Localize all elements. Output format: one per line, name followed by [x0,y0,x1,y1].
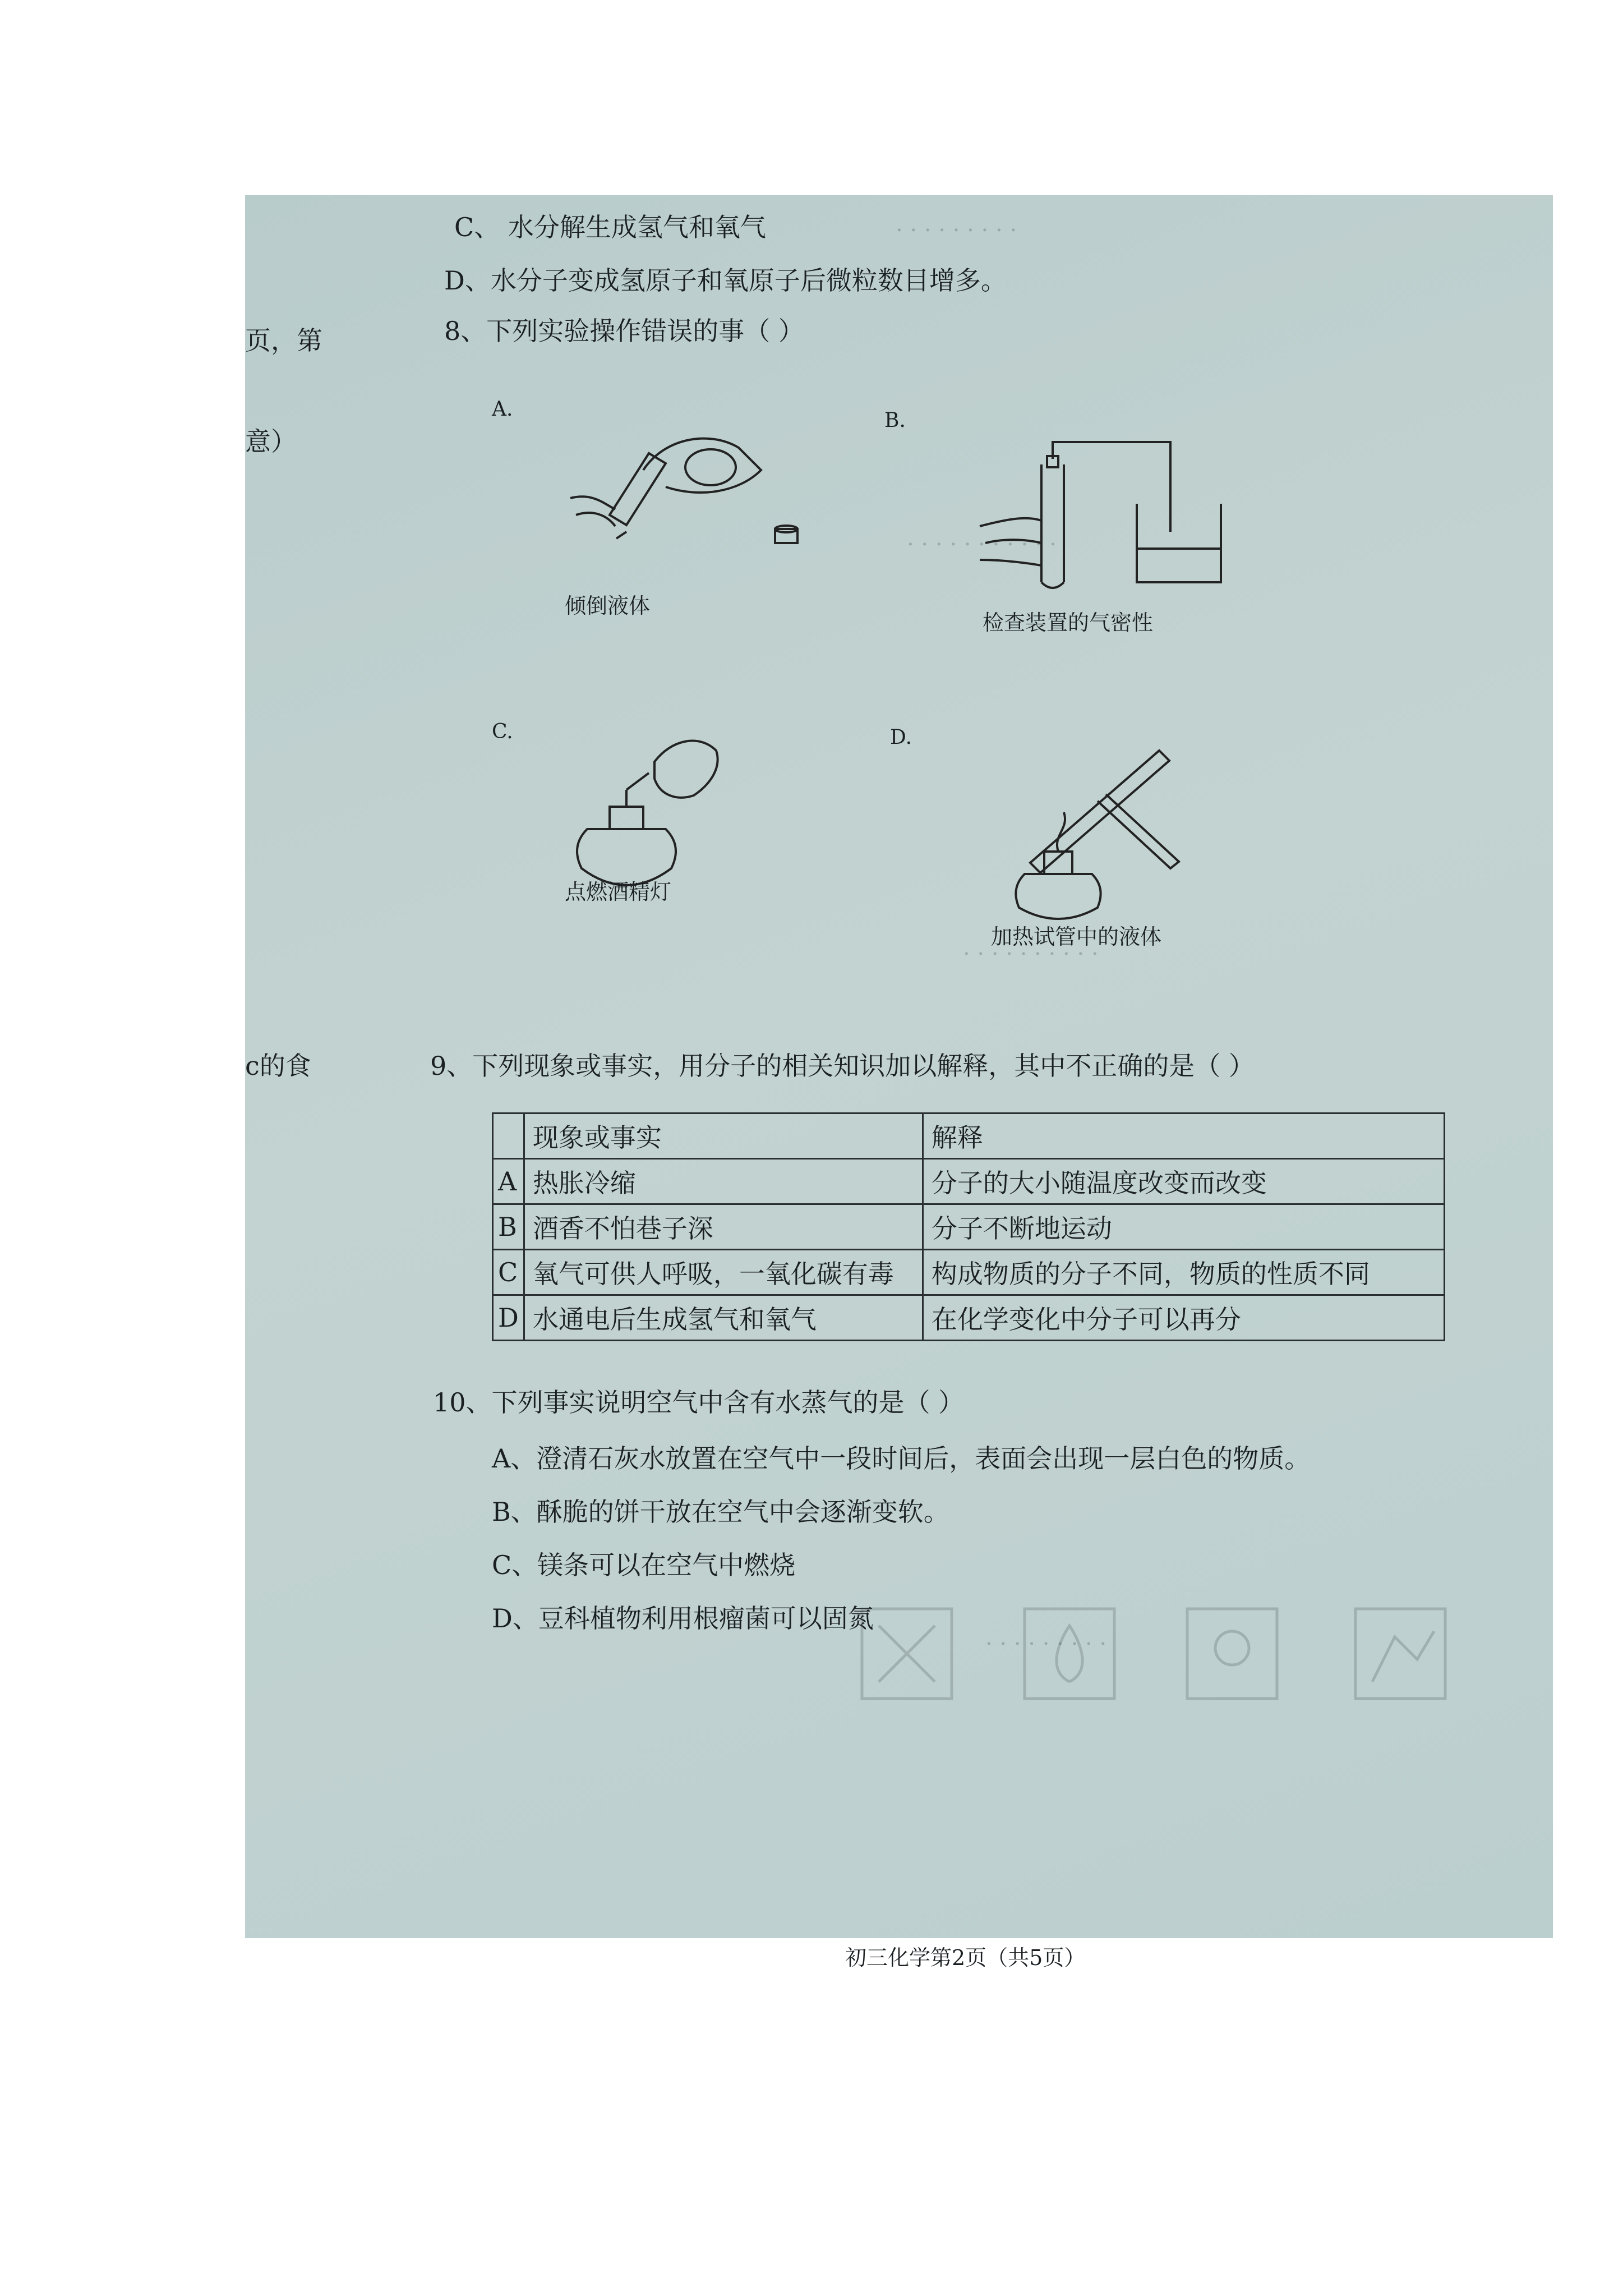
page-footer: 初三化学第2页（共5页） [845,1945,1086,1970]
table-row [493,1295,1445,1341]
margin-fragment: c的食 [245,1051,311,1081]
q8-option-b-caption: 检查装置的气密性 [983,610,1154,635]
table-row [493,1204,1445,1250]
table-header-row [493,1114,1445,1159]
q8-option-a-caption: 倾倒液体 [565,593,651,618]
row-letter: D [493,1295,524,1341]
q8-option-d-caption: 加热试管中的液体 [991,924,1162,949]
bleed-through-text: · · · · · · · · · · · [907,532,1057,558]
q8-option-c-caption: 点燃酒精灯 [565,880,672,904]
bleed-through-hazard-icons [862,1609,1535,1710]
q7-option-d: D、水分子变成氢原子和氧原子后微粒数目增多。 [444,265,1007,296]
row-explanation: 在化学变化中分子可以再分 [923,1295,1444,1341]
row-fact: 热胀冷缩 [524,1159,923,1204]
bleed-through-text: · · · · · · · · · [985,1631,1107,1657]
table-row [493,1250,1445,1295]
bleed-through-text: · · · · · · · · · · [963,941,1099,967]
q8-option-d-letter: D. [890,726,912,749]
row-fact: 氧气可供人呼吸，一氧化碳有毒 [524,1250,923,1295]
heating-liquid-figure [985,734,1221,919]
row-letter: B [493,1204,524,1250]
q10-option-a: A、澄清石灰水放置在空气中一段时间后，表面会出现一层白色的物质。 [492,1443,1311,1474]
q9-stem: 9、下列现象或事实，用分子的相关知识加以解释，其中不正确的是（ ） [430,1051,1255,1081]
table-header-cell: 解释 [923,1114,1444,1159]
bleed-through-text: · · · · · · · · · [896,218,1017,243]
q8-option-c-letter: C. [492,720,513,743]
row-fact: 酒香不怕巷子深 [524,1204,923,1250]
q8-option-a-letter: A. [492,398,513,421]
row-fact: 水通电后生成氢气和氧气 [524,1295,923,1341]
table-header-cell [493,1114,524,1159]
row-explanation: 分子不断地运动 [923,1204,1444,1250]
table-row [493,1159,1445,1204]
table-header-cell: 现象或事实 [524,1114,923,1159]
row-explanation: 分子的大小随温度改变而改变 [923,1159,1444,1204]
margin-fragment: 意） [245,426,297,457]
q7-option-c: C、 水分解生成氢气和氧气 [454,212,766,242]
q9-table [492,1112,1445,1341]
scanned-page [245,195,1553,1970]
pouring-liquid-figure [559,403,873,571]
row-explanation: 构成物质的分子不同，物质的性质不同 [923,1250,1444,1295]
q8-option-b-letter: B. [884,409,906,432]
q10-option-b: B、酥脆的饼干放在空气中会逐渐变软。 [492,1497,949,1527]
row-letter: A [493,1159,524,1204]
lighting-alcohol-lamp-figure [548,728,772,896]
row-letter: C [493,1250,524,1295]
airtightness-check-figure [974,431,1266,599]
q8-stem: 8、下列实验操作错误的事（ ） [444,316,804,346]
q10-stem: 10、下列事实说明空气中含有水蒸气的是（ ） [433,1387,965,1418]
q10-option-c: C、镁条可以在空气中燃烧 [492,1550,796,1580]
q10-option-d: D、豆科植物利用根瘤菌可以固氮 [492,1603,874,1634]
margin-fragment: 页，第 [245,325,322,356]
